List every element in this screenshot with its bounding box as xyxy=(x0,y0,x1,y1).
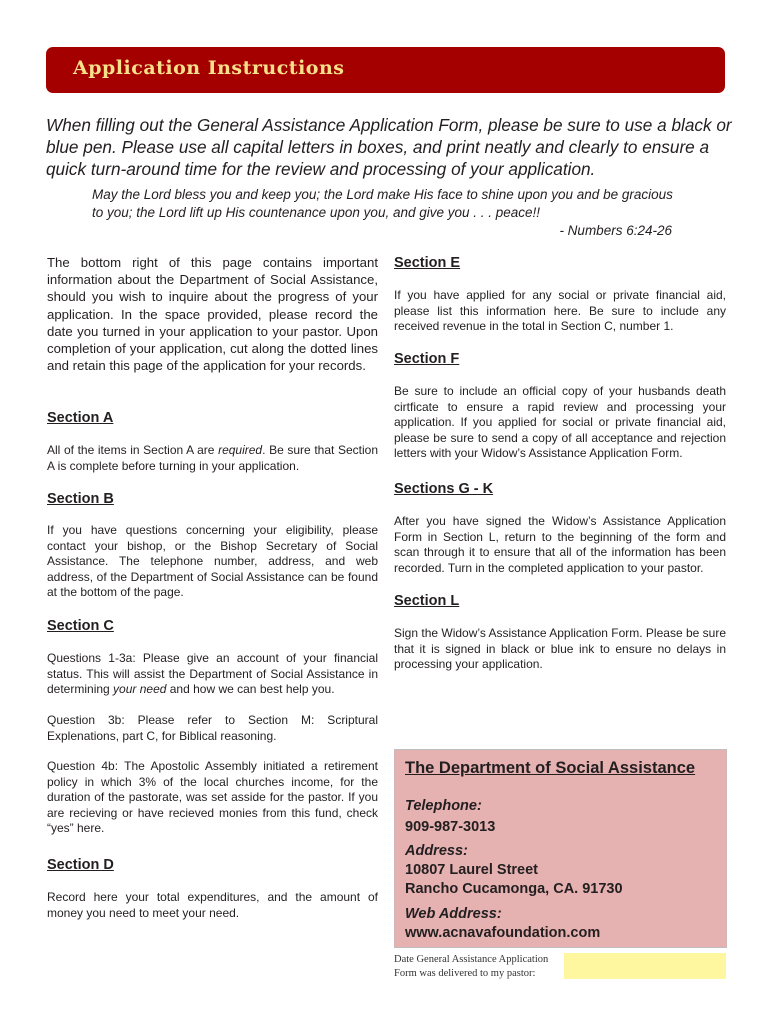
verse-text: May the Lord bless you and keep you; the Lord make His face to shine upon you and be gracious to you; the Lord lift up His countenance upon you, and give you . . . peace!! xyxy=(92,187,673,220)
section-b-text: If you have questions concerning your eligibility, please contact your bishop, or the Bishop Secretary of Social Assistance. The telephone number, address, and web address, of the Department of Social Assistance can be found at the bottom of the page. xyxy=(47,523,378,600)
section-a-text: All of the items in Section A are required. Be sure that Section A is complete before turning in your application. xyxy=(47,443,378,473)
overview-text: The bottom right of this page contains important information about the Department of Social Assistance, should you wish to inquire about the progress of your application. In the space provided, please record the date you turned in your application to your pastor. Upon completion of your application, cut along the dotted lines and retain this page of the application for your records. xyxy=(47,255,378,374)
department-title: The Department of Social Assistance xyxy=(405,759,696,777)
date-delivered-input[interactable] xyxy=(564,953,726,979)
verse-reference: - Numbers 6:24-26 xyxy=(559,223,672,238)
section-d-heading: Section D xyxy=(47,857,114,873)
title-banner xyxy=(46,47,725,93)
section-c-heading: Section C xyxy=(47,618,114,634)
section-gk-heading: Sections G - K xyxy=(394,481,494,497)
section-c-text-2: Question 3b: Please refer to Section M: Scriptural Explenations, part C, for Biblical reasoning. xyxy=(47,713,378,743)
section-c-text-3: Question 4b: The Apostolic Assembly initiated a retirement policy in which 3% of the local churches income, for the duration of the pastorate, was set asside for the pastor. If you are recieving or have recieved monies from this fund, check “yes” here. xyxy=(47,759,378,836)
web-address: www.acnavafoundation.com xyxy=(405,925,601,941)
section-d-text: Record here your total expenditures, and the amount of money you need to meet your need. xyxy=(47,890,378,920)
section-f-text: Be sure to include an official copy of your husbands death cirtficate to ensure a rapid review and processing your application. If you applied for social or private financial aid, please be sure to send a copy of all acceptance and rejection letters with your Widow’s Assistance Application Form. xyxy=(394,384,726,461)
phone-value: 909-987-3013 xyxy=(405,819,496,835)
date-field-label: Date General Assistance Application Form was delivered to my pastor: xyxy=(394,954,549,979)
department-contact-box xyxy=(394,749,727,948)
web-label: Web Address: xyxy=(405,906,502,922)
intro-text: When filling out the General Assistance Application Form, please be sure to use a black or blue pen. Please use all capital letters in boxes, and print neatly and clearly to ensure a quick turn-around time for the review and processing of your application. xyxy=(46,115,732,179)
section-b-heading: Section B xyxy=(47,491,114,507)
address-label: Address: xyxy=(405,843,468,859)
section-e-text: If you have applied for any social or private financial aid, please list this information here. Be sure to include any received revenue in the total in Section C, number 1. xyxy=(394,288,726,334)
verse xyxy=(92,186,682,240)
section-l-text: Sign the Widow’s Assistance Application Form. Please be sure that it is signed in black or blue ink to ensure no delays in processing your application. xyxy=(394,626,726,672)
section-c-text-1: Questions 1-3a: Please give an account of your financial status. This will assist the Department of Social Assistance in determining your need and how we can best help you. xyxy=(47,651,378,697)
section-e-heading: Section E xyxy=(394,255,461,271)
section-gk-text: After you have signed the Widow’s Assistance Application Form in Section L, return to the beginning of the form and scan through it to ensure that all of the information has been recorded. Turn in the completed application to your pastor. xyxy=(394,514,726,575)
section-a-heading: Section A xyxy=(47,410,114,426)
phone-label: Telephone: xyxy=(405,798,482,814)
page-title: Application Instructions xyxy=(73,57,345,79)
section-f-heading: Section F xyxy=(394,351,460,367)
address-line-2: Rancho Cucamonga, CA. 91730 xyxy=(405,881,623,897)
section-l-heading: Section L xyxy=(394,593,460,609)
address-line-1: 10807 Laurel Street xyxy=(405,862,538,878)
